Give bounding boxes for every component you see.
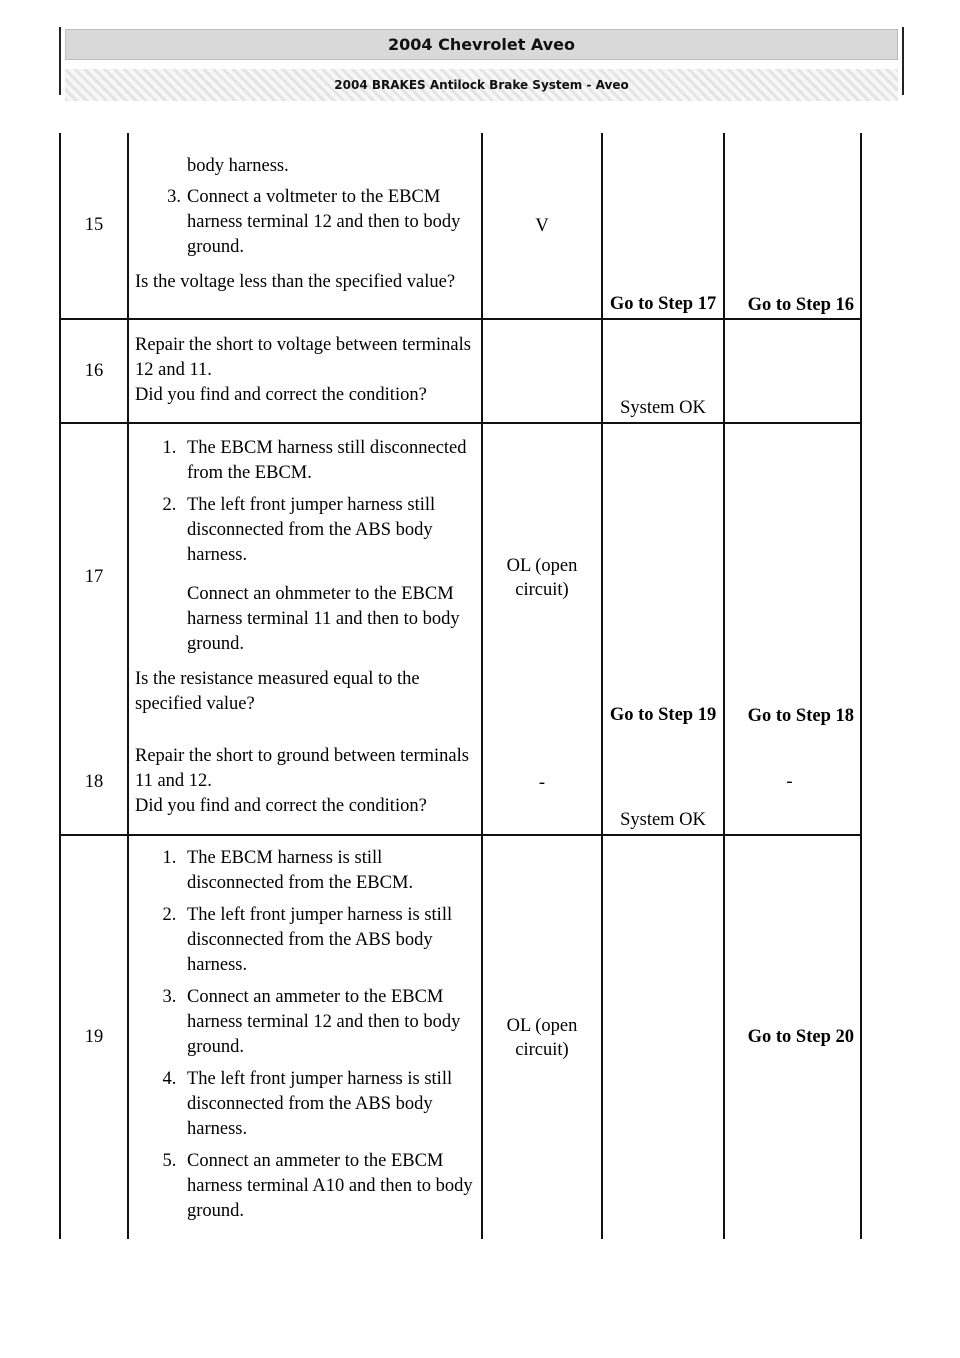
- question-text: Did you find and correct the condition?: [135, 384, 427, 405]
- action-text: body harness.: [187, 156, 289, 176]
- yes-cell: [602, 835, 724, 1239]
- table-row-step-15: [60, 133, 861, 319]
- yes-cell: System OK: [602, 319, 724, 423]
- value-cell: -: [482, 731, 602, 835]
- value-cell: [482, 319, 602, 423]
- action-list: [135, 436, 475, 568]
- list-item: 5. Connect an ammeter to the EBCM harness terminal A10 and then to body ground.: [181, 1149, 475, 1224]
- no-cell: [724, 319, 861, 423]
- step-number: 18: [60, 731, 128, 835]
- question-text: Is the resistance measured equal to the specified value?: [135, 669, 420, 714]
- list-item: 4. The left front jumper harness is still disconnected from the ABS body harness.: [181, 1067, 475, 1142]
- list-item: 1. The EBCM harness still disconnected from the EBCM.: [181, 436, 475, 486]
- question-text: Did you find and correct the condition?: [135, 796, 427, 816]
- item-text: Connect a voltmeter to the EBCM harness terminal 12 and then to body ground.: [187, 187, 461, 257]
- item-number: 3.: [167, 187, 181, 207]
- table-row-step-18: [60, 731, 861, 835]
- value-cell: OL (open circuit): [482, 423, 602, 731]
- list-item: 2. The left front jumper harness is still disconnected from the ABS body harness.: [181, 903, 475, 978]
- no-cell: Go to Step 20: [724, 835, 861, 1239]
- action-cell: [128, 423, 482, 731]
- list-item: 3. Connect an ammeter to the EBCM harness terminal 12 and then to body ground.: [181, 985, 475, 1060]
- no-cell: Go to Step 16: [724, 133, 861, 319]
- table-row-step-16: [60, 319, 861, 423]
- list-item: 2. The left front jumper harness still disconnected from the ABS body harness.: [181, 493, 475, 568]
- action-list: [135, 846, 475, 1224]
- action-cell: [128, 319, 482, 423]
- no-cell: -: [724, 731, 861, 835]
- action-text: Repair the short to ground between terminals 11 and 12.: [135, 746, 469, 791]
- no-cell: Go to Step 18: [724, 423, 861, 731]
- action-cell: [128, 731, 482, 835]
- table-row-step-17: [60, 423, 861, 731]
- value-cell: OL (open circuit): [482, 835, 602, 1239]
- header-left-rule: [59, 27, 61, 95]
- list-item: 1. The EBCM harness is still disconnected from the EBCM.: [181, 846, 475, 896]
- action-cell: [128, 133, 482, 319]
- step-number: 16: [60, 319, 128, 423]
- yes-cell: Go to Step 17: [602, 133, 724, 319]
- action-cell: [128, 835, 482, 1239]
- action-item: [135, 185, 475, 260]
- value-cell: V: [482, 133, 602, 319]
- yes-cell: System OK: [602, 731, 724, 835]
- yes-cell: Go to Step 19: [602, 423, 724, 731]
- header-right-rule: [902, 27, 904, 95]
- step-number: 15: [60, 133, 128, 319]
- document-subtitle: 2004 BRAKES Antilock Brake System - Aveo: [65, 69, 898, 101]
- step-number: 19: [60, 835, 128, 1239]
- table-row-step-19: [60, 835, 861, 1239]
- document-title: 2004 Chevrolet Aveo: [65, 29, 898, 60]
- action-text: Repair the short to voltage between terminals 12 and 11.: [135, 334, 471, 380]
- question-text: Is the voltage less than the specified value?: [135, 272, 456, 292]
- step-number: 17: [60, 423, 128, 731]
- diagnostic-table: [59, 133, 862, 1239]
- action-text: Connect an ohmmeter to the EBCM harness terminal 11 and then to body ground.: [187, 584, 460, 654]
- page-header: [59, 27, 904, 95]
